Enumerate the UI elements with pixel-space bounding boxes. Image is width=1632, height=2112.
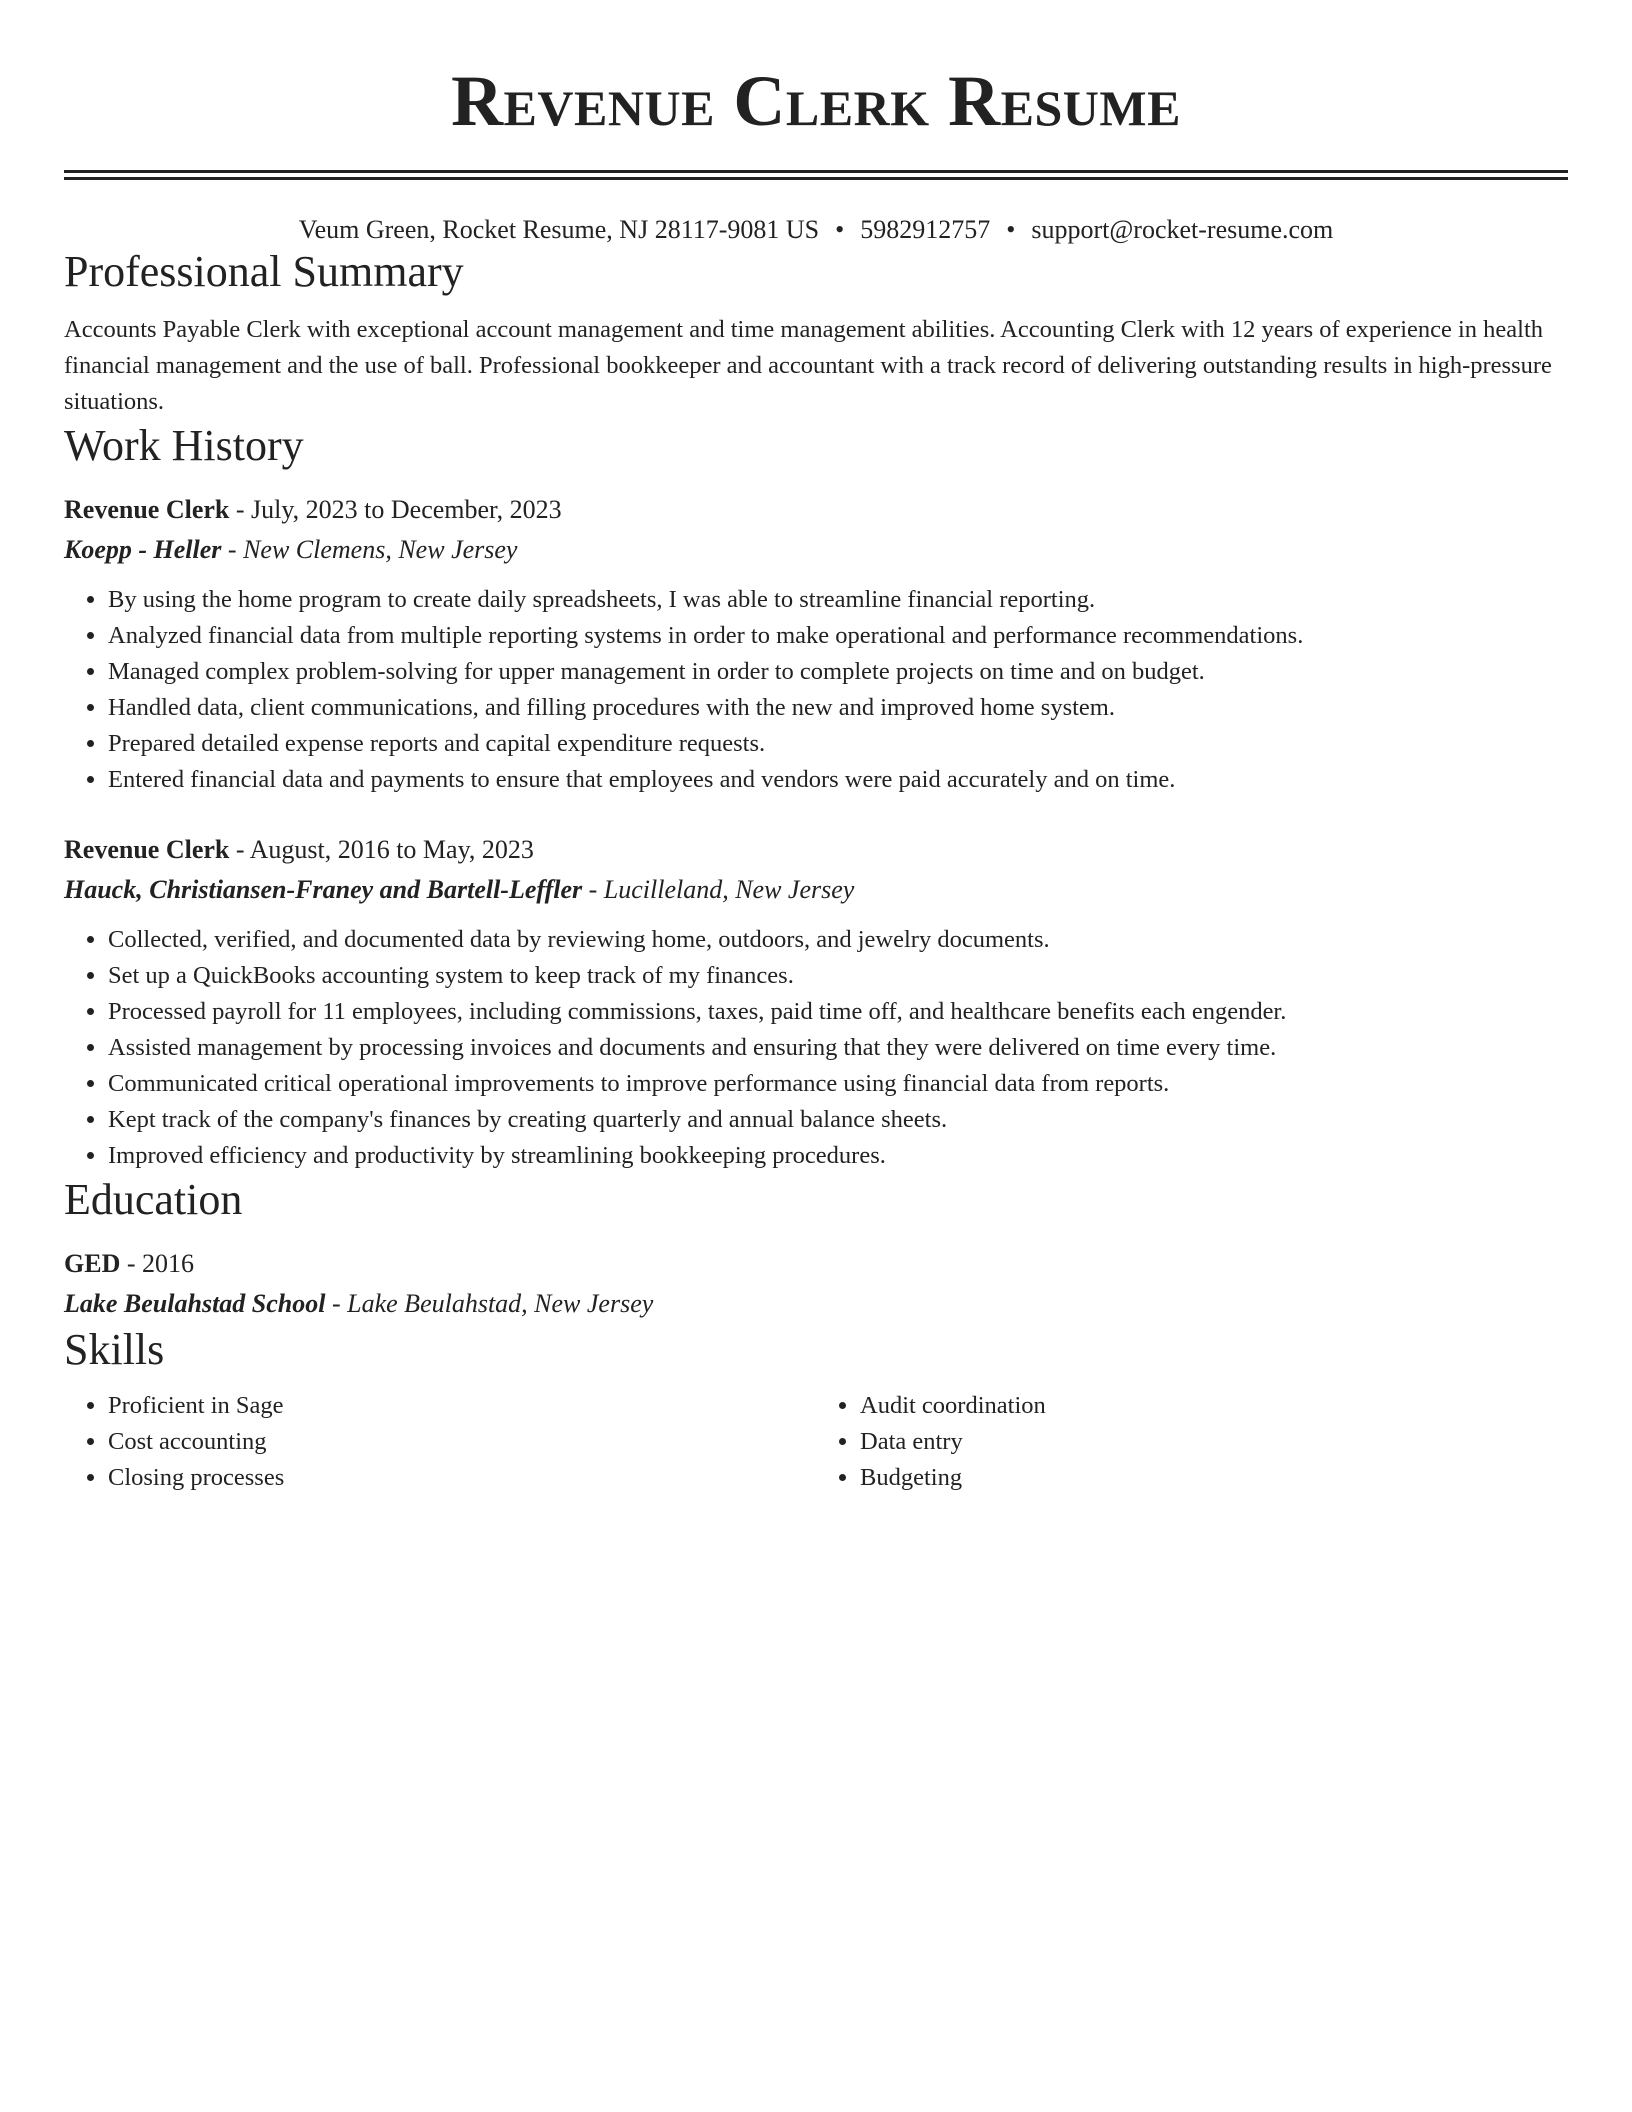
- job-employer-line: [64, 870, 1568, 910]
- skill-item: • Proficient in Sage: [108, 1388, 816, 1424]
- education-degree: GED: [64, 1249, 121, 1278]
- resume-title: Revenue Clerk Resume: [451, 61, 1181, 141]
- work-history-heading: Work History: [64, 421, 304, 470]
- job-bullets: [64, 922, 1568, 1174]
- job-bullet: • Communicated critical operational improvements to improve performance using financial data from reports.: [108, 1066, 1568, 1102]
- skill-item: • Cost accounting: [108, 1424, 816, 1460]
- job-bullet: • Analyzed financial data from multiple reporting systems in order to make operational and performance recommendations.: [108, 618, 1568, 654]
- job-bullet: • Handled data, client communications, and filling procedures with the new and improved home system.: [108, 690, 1568, 726]
- skill-item: • Audit coordination: [860, 1388, 1568, 1424]
- job-employer: Koepp - Heller: [64, 535, 222, 564]
- title-divider: [64, 170, 1568, 180]
- summary-heading: Professional Summary: [64, 247, 464, 296]
- contact-phone: 5982912757: [860, 215, 991, 244]
- education-year: - 2016: [120, 1249, 195, 1278]
- education-school: Lake Beulahstad School: [64, 1289, 326, 1318]
- job-location: - New Clemens, New Jersey: [221, 535, 518, 564]
- skills-heading: Skills: [64, 1325, 165, 1374]
- contact-separator: •: [835, 215, 845, 244]
- job-bullet: • Prepared detailed expense reports and capital expenditure requests.: [108, 726, 1568, 762]
- job-bullet: • Entered financial data and payments to ensure that employees and vendors were paid accurately and on time.: [108, 762, 1568, 798]
- job-dates: - July, 2023 to December, 2023: [229, 495, 562, 524]
- job-title: Revenue Clerk: [64, 835, 230, 864]
- job-employer: Hauck, Christiansen-Franey and Bartell-Leffler: [64, 875, 583, 904]
- education-location: - Lake Beulahstad, New Jersey: [325, 1289, 654, 1318]
- contact-separator: •: [1006, 215, 1016, 244]
- skills-list: [64, 1388, 1568, 1496]
- job-bullet: • Assisted management by processing invoices and documents and ensuring that they were delivered on time every time.: [108, 1030, 1568, 1066]
- job-dates: - August, 2016 to May, 2023: [229, 835, 534, 864]
- summary-text: Accounts Payable Clerk with exceptional account management and time management abilities. Accounting Clerk with 12 years of experience in health financial management and the use of ball. Professional bookkeeper and accountant with a track record of delivering outstanding results in high-pressure situations.: [64, 316, 1552, 415]
- job-bullets: [64, 582, 1568, 798]
- skill-item: • Budgeting: [860, 1460, 1568, 1496]
- skill-item: • Closing processes: [108, 1460, 816, 1496]
- skills-column-right: [816, 1388, 1568, 1496]
- education-heading: Education: [64, 1175, 243, 1224]
- job-bullet: • Improved efficiency and productivity by streamlining bookkeeping procedures.: [108, 1138, 1568, 1174]
- job-bullet: • Set up a QuickBooks accounting system to keep track of my finances.: [108, 958, 1568, 994]
- contact-email: support@rocket-resume.com: [1031, 215, 1334, 244]
- job-title-line: [64, 830, 1568, 870]
- education-school-line: [64, 1284, 1568, 1324]
- job-location: - Lucilleland, New Jersey: [582, 875, 855, 904]
- contact-line: [64, 214, 1568, 246]
- education-degree-line: [64, 1244, 1568, 1284]
- job-bullet: • Processed payroll for 11 employees, including commissions, taxes, paid time off, and healthcare benefits each engender.: [108, 994, 1568, 1030]
- skill-item: • Data entry: [860, 1424, 1568, 1460]
- skills-column-left: [64, 1388, 816, 1496]
- job-bullet: • Kept track of the company's finances by creating quarterly and annual balance sheets.: [108, 1102, 1568, 1138]
- job-entry: [64, 830, 1568, 1174]
- job-title-line: [64, 490, 1568, 530]
- job-bullet: • Managed complex problem-solving for upper management in order to complete projects on time and on budget.: [108, 654, 1568, 690]
- contact-address: Veum Green, Rocket Resume, NJ 28117-9081 US: [298, 215, 820, 244]
- job-employer-line: [64, 530, 1568, 570]
- education-entry: [64, 1244, 1568, 1324]
- job-bullet: • By using the home program to create daily spreadsheets, I was able to streamline financial reporting.: [108, 582, 1568, 618]
- job-entry: [64, 490, 1568, 798]
- job-title: Revenue Clerk: [64, 495, 230, 524]
- job-bullet: • Collected, verified, and documented data by reviewing home, outdoors, and jewelry documents.: [108, 922, 1568, 958]
